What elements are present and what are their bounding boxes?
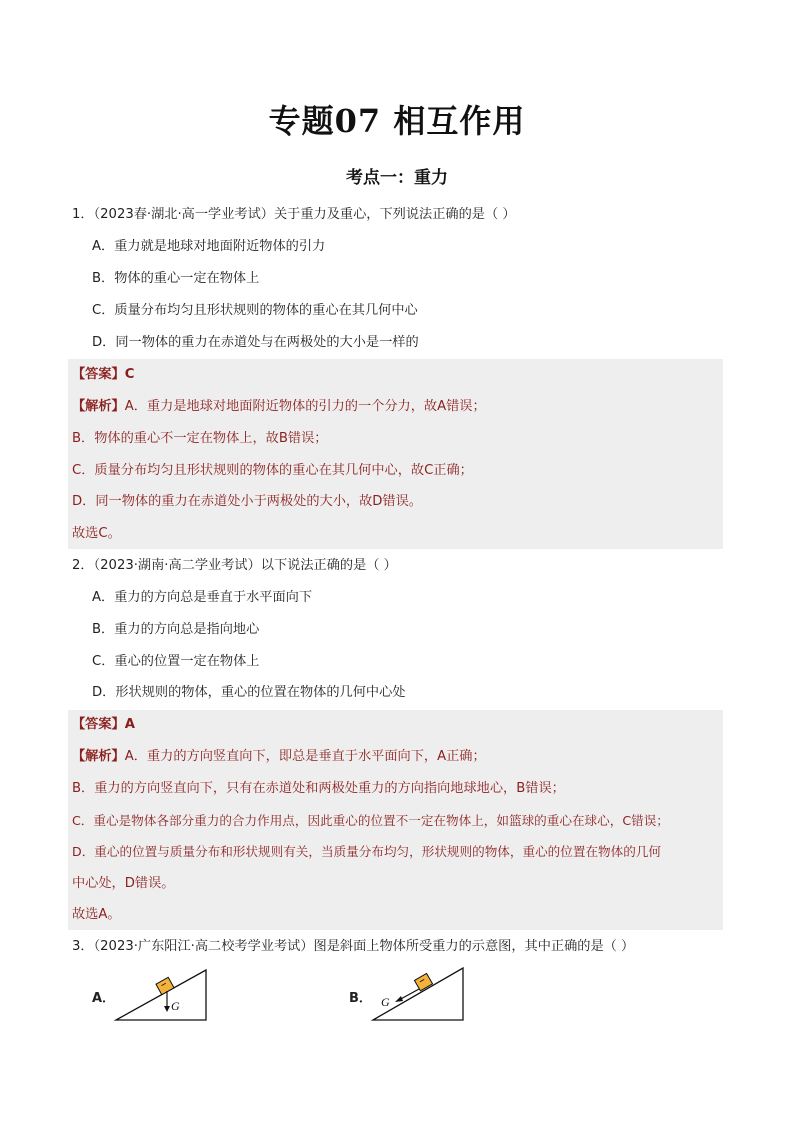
incline-diagram-b [369,964,469,1024]
force-label-a: G [171,999,180,1013]
question-1-answer-block [68,359,723,549]
figure-b-label: B． [349,991,372,1006]
question-2-conclusion: 故选A。 [72,907,121,922]
question-1-option-d: D．同一物体的重力在赤道处与在两极处的大小是一样的 [92,335,419,350]
question-1-analysis-line: C．质量分布均匀且形状规则的物体的重心在其几何中心，故C正确； [72,463,473,478]
question-2-stem: 2．（2023·湖南·高二学业考试）以下说法正确的是（ ） [72,558,397,573]
question-1-option-b: B．物体的重心一定在物体上 [92,271,260,286]
answer-tag: 【答案】 [72,717,125,732]
analysis-text: A．重力是地球对地面附近物体的引力的一个分力，故A错误； [124,399,486,414]
incline-diagram-a [112,964,212,1024]
answer-value: A [124,717,135,732]
question-3-stem: 3．（2023·广东阳江·高二校考学业考试）图是斜面上物体所受重力的示意图，其中正确的是（ ） [72,939,635,954]
question-2-option-c: C．重心的位置一定在物体上 [92,654,260,669]
question-1-analysis-line [72,397,486,417]
analysis-tag: 【解析】 [72,399,125,414]
question-2-analysis-line: D．重心的位置与质量分布和形状规则有关，当质量分布均匀，形状规则的物体，重心的位置在物体的几何 [72,844,662,859]
question-2-option-a: A．重力的方向总是垂直于水平面向下 [92,590,313,605]
question-2-option-b: B．重力的方向总是指向地心 [92,622,260,637]
question-1-option-a: A．重力就是地球对地面附近物体的引力 [92,239,326,254]
question-2-answer [72,715,135,735]
incline-a-triangle [116,970,206,1020]
incline-b-triangle [373,968,463,1020]
question-1-stem: 1．（2023春·湖北·高一学业考试）关于重力及重心，下列说法正确的是（ ） [72,207,516,222]
block-a [156,977,174,994]
arrowhead-b [395,996,403,1002]
analysis-text: A．重力的方向竖直向下，即总是垂直于水平面向下，A正确； [124,749,486,764]
block-b [414,973,432,990]
question-2-analysis-line: 中心处，D错误。 [72,876,175,891]
section-subtitle: 考点一：重力 [346,168,448,188]
answer-tag: 【答案】 [72,367,125,382]
question-1-analysis-line: B．物体的重心不一定在物体上，故B错误； [72,431,328,446]
page-title: 专题07 相互作用 [268,102,526,140]
analysis-tag: 【解析】 [72,749,125,764]
question-2-analysis-line: C．重心是物体各部分重力的合力作用点，因此重心的位置不一定在物体上，如篮球的重心在球心，C错误； [72,813,669,828]
arrowhead-a [164,1006,170,1012]
question-2-option-d: D．形状规则的物体，重心的位置在物体的几何中心处 [92,685,406,700]
question-1-analysis-line: D．同一物体的重力在赤道处小于两极处的大小，故D错误。 [72,494,422,509]
question-1-answer [72,365,134,385]
question-2-analysis-line [72,747,486,767]
force-label-b: G [381,995,390,1009]
figure-a-label: A． [92,991,116,1006]
question-2-analysis-line: B．重力的方向竖直向下，只有在赤道处和两极处重力的方向指向地球地心，B错误； [72,781,565,796]
question-1-option-c: C．质量分布均匀且形状规则的物体的重心在其几何中心 [92,303,418,318]
answer-value: C [124,367,135,382]
question-1-conclusion: 故选C。 [72,526,121,541]
